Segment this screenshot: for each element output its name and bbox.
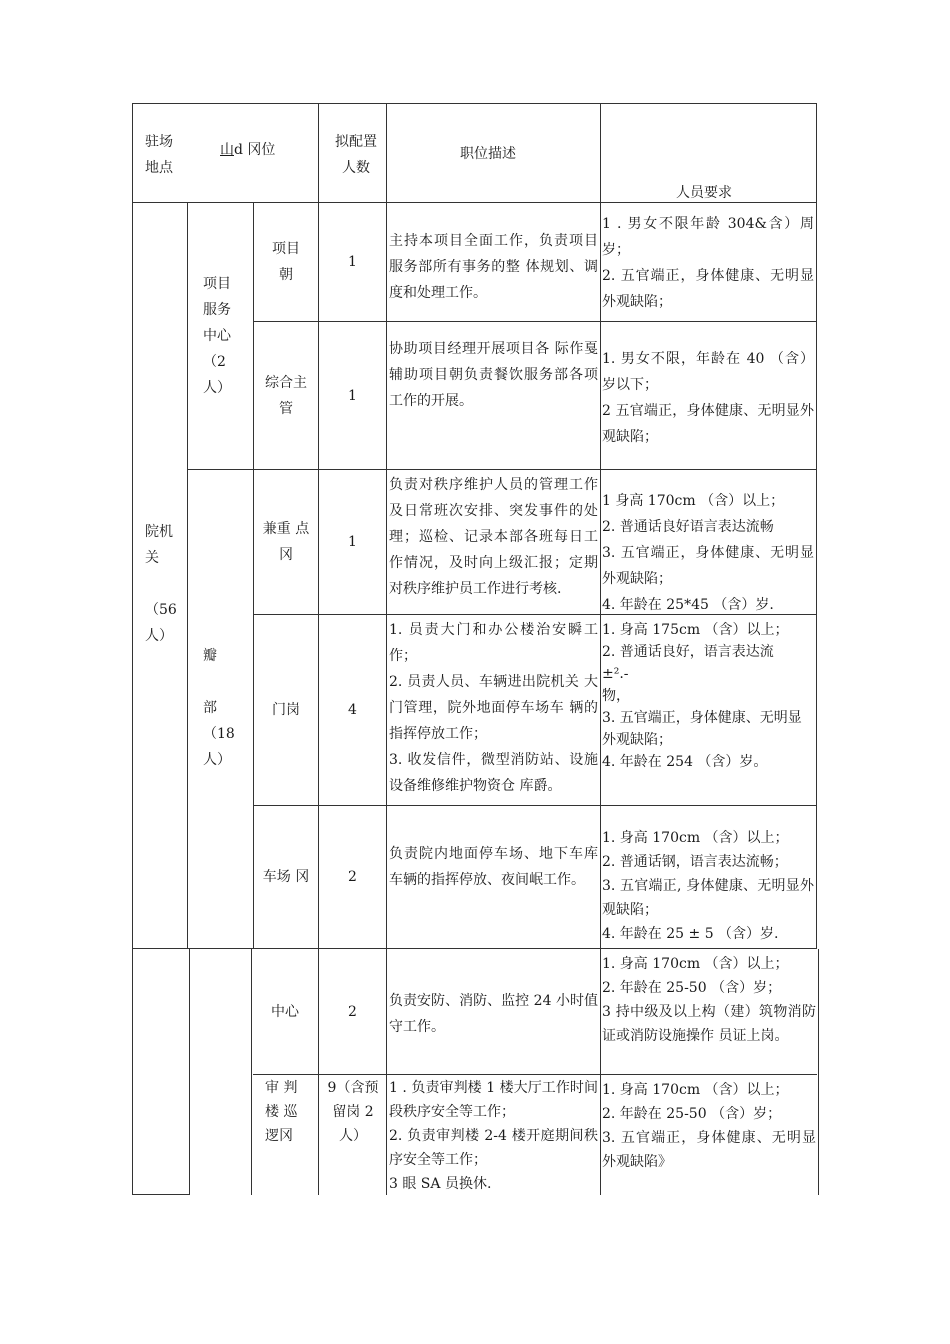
header-location: 驻场 地点: [145, 134, 173, 176]
table-row-description: 1 . 负责审判楼 1 楼大厅工作时间段秩序安全等工作； 2. 负责审判楼 2-4 楼开庭期间秩序安全等工作； 3 眼 SA 员换休.: [389, 1080, 598, 1192]
header-post: [220, 137, 310, 163]
table-row-count: 1: [348, 387, 357, 404]
table-border-right: [816, 103, 817, 949]
table-row-post: 审 判 楼 巡 逻冈: [265, 1080, 298, 1144]
table-row-requirements: 1. 身高 175cm （含）以上； 2. 普通话良好，语言表达流 ±².- 物， 3. 五官端正，身体健康、无明显 外观缺陷； 4. 年龄在 254 （含）岁。: [602, 622, 802, 770]
table-row-count: 1: [348, 254, 357, 270]
header-post-suffix: d 冈位: [234, 142, 276, 158]
row-divider: [132, 1194, 189, 1195]
table-row-description: 1. 员责大门和办公楼治安瞬工作； 2. 员责人员、车辆进出院机关 大门管理，院外地面停车场车 辆的指挥停放工作； 3. 收发信件，微型消防站、设施设备维修维护物资仓 库爵。: [389, 622, 598, 794]
table-row-count: 2: [348, 1004, 357, 1020]
header-count: 拟配置 人数: [335, 134, 377, 176]
table-row-post: 中心: [271, 1004, 299, 1020]
table-row-requirements: 1. 身高 170cm （含）以上； 2. 年龄在 25-50 （含）岁； 3 持中级及以上构（建）筑物消防证或消防设施操作 员证上岗。: [602, 956, 816, 1044]
col-divider: [189, 949, 190, 1195]
row-divider: [253, 1074, 817, 1075]
table-border-top: [132, 103, 817, 104]
page-break-divider: [132, 948, 817, 949]
col-divider: [187, 202, 188, 949]
table-row-post: 门岗: [272, 702, 300, 718]
table-row-requirements: 1. 身高 170cm （含）以上； 2. 普通话钢，语言表达流畅； 3. 五官端正, 身体健康、无明显外观缺陷； 4. 年龄在 25 ± 5 （含）岁.: [602, 830, 814, 942]
table-row-description: 协助项目经理开展项目各 际作戛辅助项目朝负责餐饮服务部各项工作的开展。: [389, 341, 598, 409]
table-row-description: 负责院内地面停车场、地下车库车辆的指挥停放、夜间岷工作。: [389, 846, 598, 888]
group-security: 瓣 部 （18 人）: [203, 648, 235, 768]
table-row-count: 9（含预 留岗 2 人）: [327, 1080, 379, 1144]
table-border-left: [132, 103, 133, 949]
table-row-requirements: 1 . 男女不限年龄 304&含）周岁； 2. 五官端正，身体健康、无明显外观缺陷；: [602, 216, 814, 310]
table-row-requirements: 1. 男女不限，年龄在 40 （含）岁以下； 2 五官端正，身体健康、无明显外观缺陷；: [602, 351, 814, 445]
table-row-post: 综合主 管: [265, 374, 307, 417]
table-row-post: 项目 朝: [272, 241, 300, 283]
table-row-post: 兼重 点 冈: [262, 521, 310, 563]
table-row-count: 2: [348, 869, 357, 885]
table-row-description: 负责对秩序维护人员的管理工作及日常班次安排、突发事件的处理；巡检、记录本部各班每日工作情况，及时向上级汇报；定期对秩序维护员工作进行考核.: [389, 477, 598, 597]
table-row-count: 4: [348, 702, 357, 718]
table-row-description: 负责安防、消防、监控 24 小时值守工作。: [389, 993, 598, 1035]
table-row-description: 主持本项目全面工作，负责项目服务部所有事务的整 体规划、调度和处理工作。: [389, 233, 598, 301]
site-name: 院机 关 （56 人）: [145, 524, 177, 644]
table-row-count: 1: [348, 534, 357, 550]
table-row-post: 车场 冈: [262, 869, 310, 885]
table-row-requirements: 1. 身高 170cm （含）以上； 2. 年龄在 25-50 （含）岁； 3. 五官端正，身体健康、无明显 外观缺陷》: [602, 1082, 816, 1170]
header-post-prefix: 山: [220, 142, 234, 158]
table-border-right: [818, 949, 819, 1195]
table-row-requirements: 1 身高 170cm （含）以上； 2. 普通话良好语言表达流畅 3. 五官端正，身体健康、无明显外观缺陷； 4. 年龄在 25*45 （含）岁.: [602, 493, 814, 613]
header-description: 职位描述: [460, 146, 516, 162]
header-requirements: 人员要求: [676, 185, 732, 201]
table-border-left: [132, 949, 133, 1195]
group-service-center: 项目 服务 中心 （2 人）: [203, 276, 231, 396]
